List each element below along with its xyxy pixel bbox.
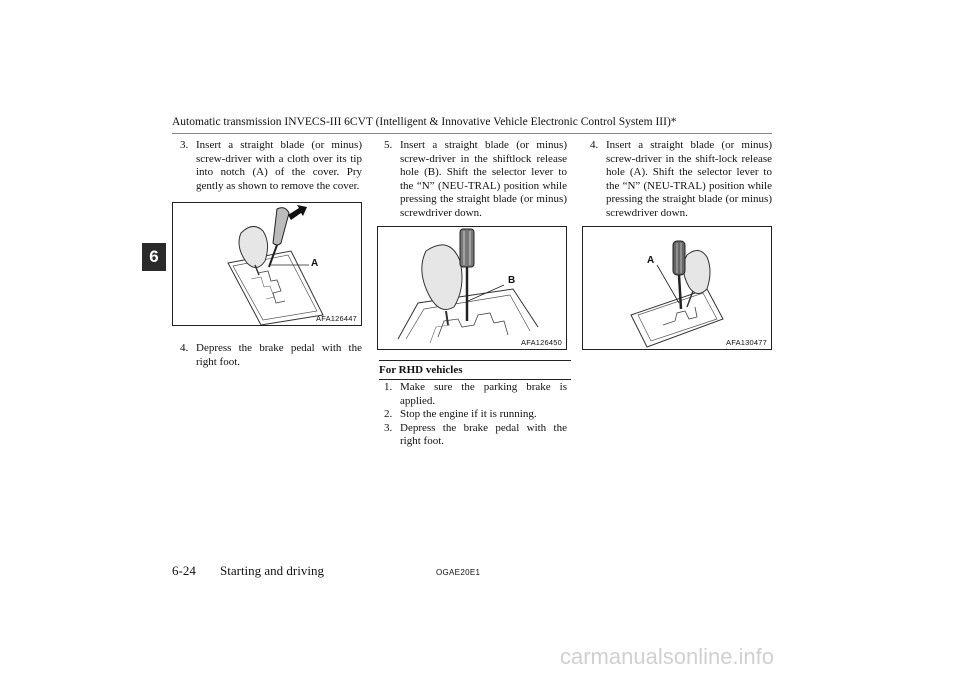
left-column: [180, 139, 362, 193]
step-text: Depress the brake pedal with the right foot.: [196, 342, 362, 368]
step-number: 1.: [384, 381, 393, 393]
running-header: Automatic transmission INVECS-III 6CVT (Intelligent & Innovative Vehicle Electronic Control System III)*: [172, 116, 677, 128]
step-number: 2.: [384, 408, 393, 421]
section-title: Starting and driving: [220, 563, 324, 578]
right-column: [590, 139, 772, 221]
left-column-lower: [180, 342, 362, 369]
step-number: 5.: [384, 139, 393, 151]
rhd-step: [384, 422, 567, 449]
step-text: Insert a straight blade (or minus) screw-driver in the shift-lock release hole (A). Shift the selector lever to the “N” (NEU-TRAL) position while pressing the straight blade (or minus) screwdriver down.: [606, 139, 772, 219]
rhd-step: [384, 381, 567, 408]
figure-rhd-shiftlock: [582, 226, 772, 350]
figure-code: AFA126447: [316, 314, 357, 323]
chapter-tab: 6: [142, 243, 166, 271]
figure-label-b: B: [508, 275, 516, 286]
step-4-rhd: [590, 139, 772, 221]
rhd-step: [384, 408, 567, 422]
middle-column: [384, 139, 567, 221]
illustration-cover-removal: [173, 203, 361, 325]
figure-label-a: A: [647, 255, 655, 266]
step-text: Depress the brake pedal with the right foot.: [400, 421, 567, 448]
page-number: 6-24: [172, 563, 196, 578]
step-4: [180, 342, 362, 369]
step-text: Make sure the parking brake is applied.: [400, 381, 567, 407]
illustration-rhd-shiftlock: [583, 227, 771, 349]
document-code: OGAE20E1: [436, 568, 481, 577]
illustration-shiftlock-release: [378, 227, 566, 349]
rhd-section-title: For RHD vehicles: [379, 360, 571, 380]
step-3: [180, 139, 362, 193]
step-number: 3.: [384, 421, 393, 434]
step-text: Insert a straight blade (or minus) screw-driver in the shiftlock release hole (B). Shift the selector lever to the “N” (NEU-TRAL) position while pressing the straight blade (or minus) screwdriver down.: [400, 139, 567, 219]
figure-code: AFA130477: [726, 338, 767, 347]
step-number: 4.: [590, 139, 599, 151]
rhd-steps: [384, 381, 567, 449]
step-5: [384, 139, 567, 221]
figure-label-a: A: [311, 258, 319, 269]
step-text: Insert a straight blade (or minus) screw-driver with a cloth over its tip into notch (A) of the cover. Pry gently as shown to remove the cover.: [196, 139, 362, 192]
header-rule: [172, 133, 772, 134]
step-number: 4.: [180, 342, 189, 354]
watermark: carmanualsonline.info: [560, 644, 775, 669]
step-number: 3.: [180, 139, 189, 151]
step-text: Stop the engine if it is running.: [400, 408, 537, 421]
figure-code: AFA126450: [521, 338, 562, 347]
figure-shiftlock-release: [377, 226, 567, 350]
figure-cover-removal: [172, 202, 362, 326]
